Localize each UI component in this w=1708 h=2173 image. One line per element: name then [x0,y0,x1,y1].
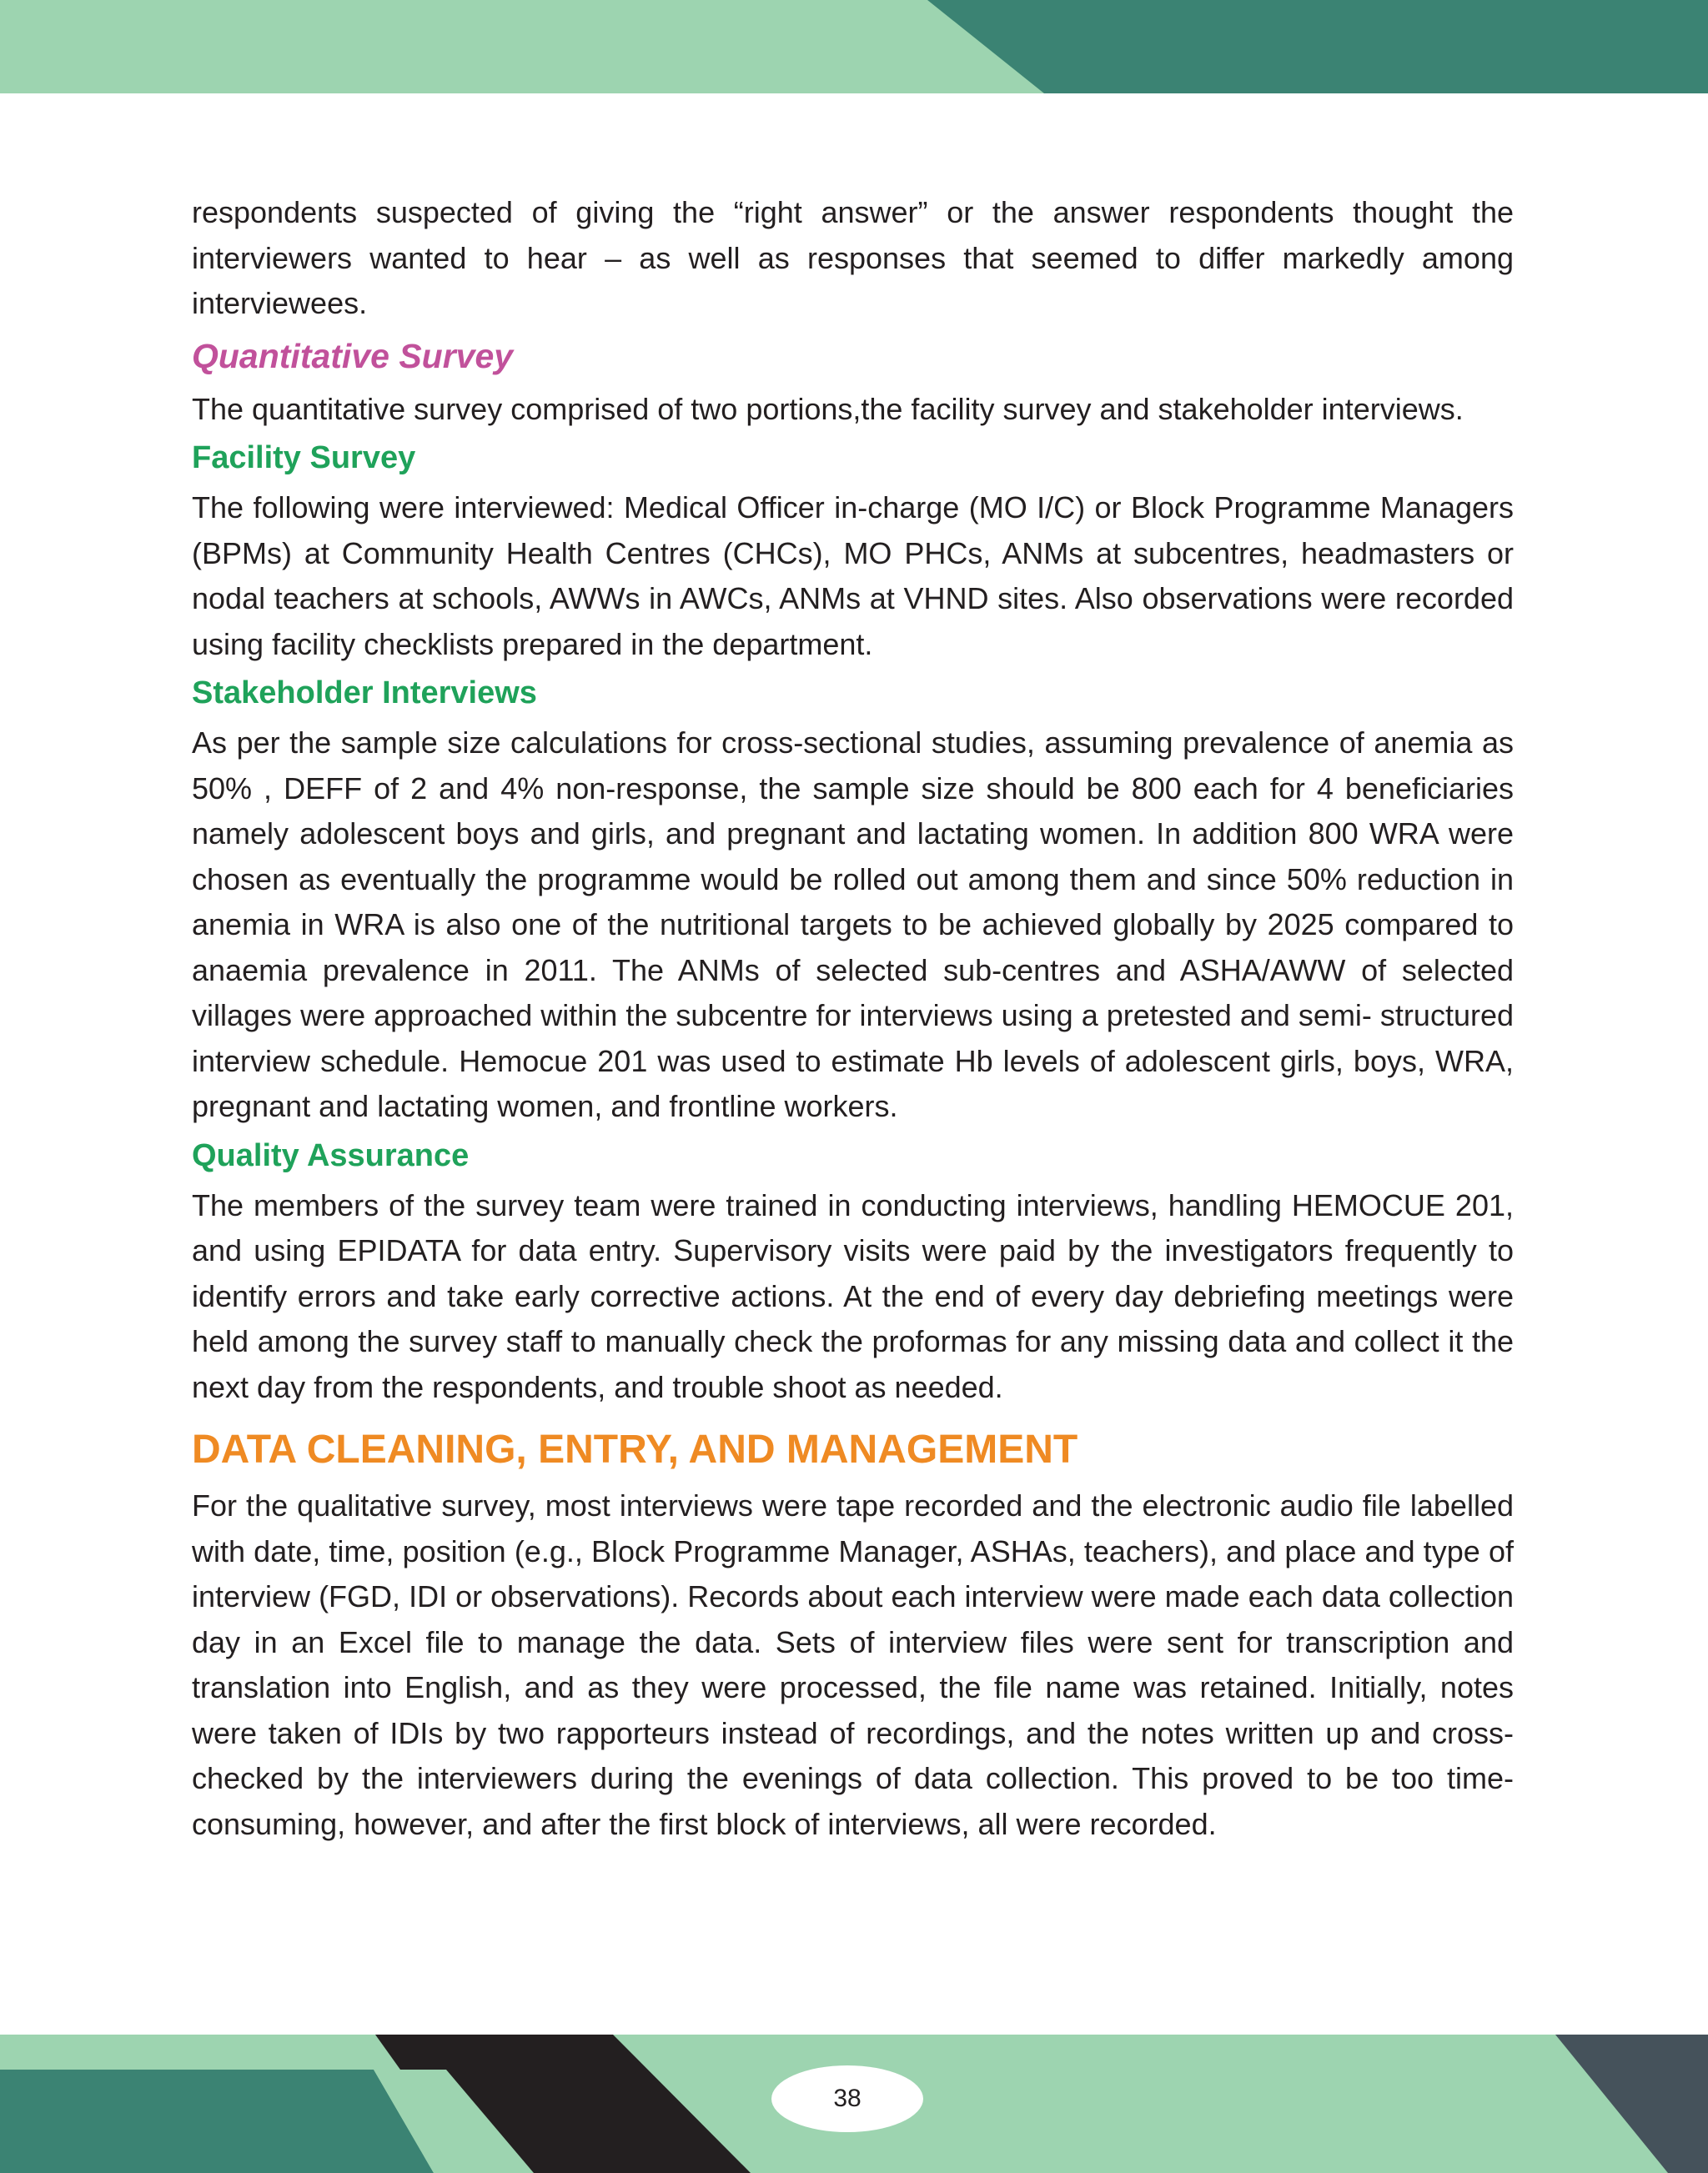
page-content [192,190,1514,1847]
quality-assurance-text: The members of the survey team were trained in conducting interviews, handling HEMOCUE 201, and using EPIDATA for data entry. Supervisory visits were paid by the investigators frequently to identify errors and take early corrective actions. At the end of every day debriefing meetings were held among the survey staff to manually check the proformas for any missing data and collect it the next day from the respondents, and trouble shoot as needed. [192,1187,1514,1404]
page-number: 38 [771,2065,923,2132]
quality-assurance-heading: Quality Assurance [192,1137,470,1173]
stakeholder-interviews-heading: Stakeholder Interviews [192,675,537,710]
data-cleaning-section-text: For the qualitative survey, most interviews were tape recorded and the electronic audio file labelled with date, time, position (e.g., Block Programme Manager, ASHAs, teachers), and place and type of interview (FGD, IDI or observations). Records about each interview were made each data collection day in an Excel file to manage the data. Sets of interview files were sent for transcription and translation into English, and as they were processed, the file name was retained. Initially, notes were taken of IDIs by two rapporteurs instead of recordings, and the notes written up and cross-checked by the interviewers during the evenings of data collection. This proved to be too time-consuming, however, and after the first block of interviews, all were recorded. [192,1488,1514,1841]
facility-survey-heading: Facility Survey [192,440,416,475]
facility-survey-text: The following were interviewed: Medical Officer in-charge (MO I/C) or Block Programme Managers (BPMs) at Community Health Centres (CHCs), MO PHCs, ANMs at subcentres, headmasters or nodal teachers at schools, AWWs in AWCs, ANMs at VHND sites. Also observations were recorded using facility checklists prepared in the department. [192,490,1514,661]
top-decorative-band [0,0,1708,93]
stakeholder-interviews-text: As per the sample size calculations for cross-sectional studies, assuming prevalence of anemia as 50% , DEFF of 2 and 4% non-response, the sample size should be 800 each for 4 beneficiaries namely adolescent boys and girls, and pregnant and lactating women. In addition 800 WRA were chosen as eventually the programme would be rolled out among them and since 50% reduction in anemia in WRA is also one of the nutritional targets to be achieved globally by 2025 compared to anaemia prevalence in 2011. The ANMs of selected sub-centres and ASHA/AWW of selected villages were approached within the subcentre for interviews using a pretested and semi- structured interview schedule. Hemocue 201 was used to estimate Hb levels of adolescent girls, boys, WRA, pregnant and lactating women, and frontline workers. [192,725,1514,1123]
intro-paragraph: respondents suspected of giving the “right answer” or the answer respondents thought the interviewers wanted to hear – as well as responses that seemed to differ markedly among interviewees. [192,195,1514,320]
quantitative-survey-text: The quantitative survey comprised of two portions,the facility survey and stakeholder interviews. [192,391,1464,426]
quantitative-survey-heading: Quantitative Survey [192,336,514,375]
data-cleaning-section-heading: DATA CLEANING, ENTRY, AND MANAGEMENT [192,1428,1078,1472]
